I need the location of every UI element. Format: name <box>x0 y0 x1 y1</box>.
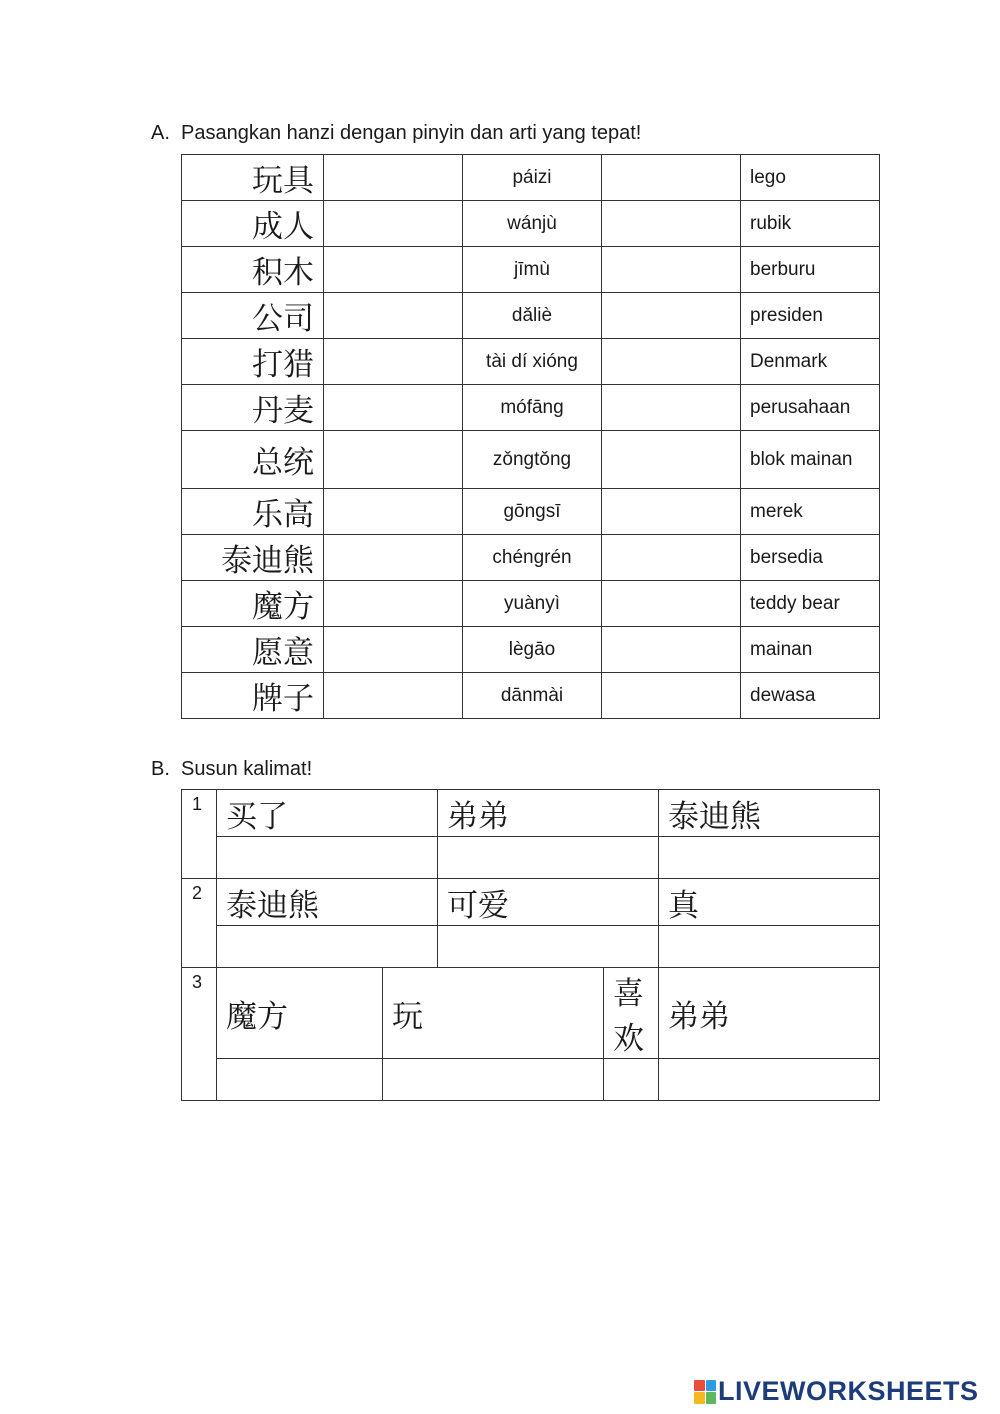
section-b-title <box>151 758 312 781</box>
pinyin-answer-blank[interactable] <box>602 293 741 339</box>
pinyin-cell: wánjù <box>463 201 602 247</box>
sentence-answer-blank[interactable] <box>383 1059 604 1101</box>
sentence-word: 买了 <box>217 790 438 837</box>
pinyin-cell: tài dí xióng <box>463 339 602 385</box>
hanzi-answer-blank[interactable] <box>324 581 463 627</box>
section-a-letter: A. <box>151 122 170 144</box>
pinyin-cell: yuànyì <box>463 581 602 627</box>
sentence-answer-blank[interactable] <box>217 1059 383 1101</box>
hanzi-answer-blank[interactable] <box>324 627 463 673</box>
pinyin-answer-blank[interactable] <box>602 247 741 293</box>
matching-row <box>182 673 880 719</box>
pinyin-cell: chéngrén <box>463 535 602 581</box>
hanzi-answer-blank[interactable] <box>324 385 463 431</box>
sentence-word-row <box>182 790 880 837</box>
pinyin-answer-blank[interactable] <box>602 155 741 201</box>
sentence-answer-blank[interactable] <box>217 837 438 879</box>
sentence-number: 3 <box>182 968 217 1101</box>
pinyin-answer-blank[interactable] <box>602 581 741 627</box>
sentence-answer-row <box>182 1059 880 1101</box>
pinyin-cell: páizi <box>463 155 602 201</box>
meaning-cell: teddy bear <box>741 581 880 627</box>
section-b-letter: B. <box>151 758 170 780</box>
brand-text: LIVEWORKSHEETS <box>718 1376 979 1406</box>
pinyin-answer-blank[interactable] <box>602 673 741 719</box>
meaning-cell: rubik <box>741 201 880 247</box>
pinyin-cell: mófāng <box>463 385 602 431</box>
hanzi-answer-blank[interactable] <box>324 535 463 581</box>
pinyin-answer-blank[interactable] <box>602 385 741 431</box>
section-a-instruction: Pasangkan hanzi dengan pinyin dan arti yang tepat! <box>181 122 642 144</box>
sentence-word: 喜欢 <box>604 968 659 1059</box>
matching-row <box>182 535 880 581</box>
meaning-cell: presiden <box>741 293 880 339</box>
section-b-instruction: Susun kalimat! <box>181 758 313 780</box>
sentence-word: 可爱 <box>438 879 659 926</box>
meaning-cell: mainan <box>741 627 880 673</box>
pinyin-answer-blank[interactable] <box>602 627 741 673</box>
hanzi-answer-blank[interactable] <box>324 247 463 293</box>
meaning-cell: Denmark <box>741 339 880 385</box>
footer-brand <box>694 1376 979 1407</box>
pinyin-cell: gōngsī <box>463 489 602 535</box>
hanzi-answer-blank[interactable] <box>324 293 463 339</box>
sentence-word: 魔方 <box>217 968 383 1059</box>
hanzi-answer-blank[interactable] <box>324 339 463 385</box>
pinyin-cell: lègāo <box>463 627 602 673</box>
sentence-answer-row <box>182 837 880 879</box>
pinyin-answer-blank[interactable] <box>602 489 741 535</box>
matching-row <box>182 339 880 385</box>
sentence-number: 1 <box>182 790 217 879</box>
sentence-table <box>181 789 880 1101</box>
sentence-answer-blank[interactable] <box>659 837 880 879</box>
sentence-word: 玩 <box>383 968 604 1059</box>
matching-row <box>182 489 880 535</box>
hanzi-cell: 玩具 <box>182 155 324 201</box>
pinyin-answer-blank[interactable] <box>602 201 741 247</box>
pinyin-cell: dānmài <box>463 673 602 719</box>
sentence-word: 弟弟 <box>659 968 880 1059</box>
hanzi-cell: 积木 <box>182 247 324 293</box>
hanzi-cell: 总统 <box>182 431 324 489</box>
hanzi-answer-blank[interactable] <box>324 673 463 719</box>
matching-row <box>182 201 880 247</box>
meaning-cell: perusahaan <box>741 385 880 431</box>
meaning-cell: blok mainan <box>741 431 880 489</box>
meaning-cell: berburu <box>741 247 880 293</box>
pinyin-answer-blank[interactable] <box>602 535 741 581</box>
hanzi-answer-blank[interactable] <box>324 489 463 535</box>
hanzi-cell: 丹麦 <box>182 385 324 431</box>
hanzi-answer-blank[interactable] <box>324 201 463 247</box>
hanzi-cell: 打猎 <box>182 339 324 385</box>
meaning-cell: merek <box>741 489 880 535</box>
hanzi-cell: 乐高 <box>182 489 324 535</box>
matching-row <box>182 155 880 201</box>
section-a-title <box>151 122 641 145</box>
hanzi-cell: 公司 <box>182 293 324 339</box>
pinyin-cell: jīmù <box>463 247 602 293</box>
sentence-answer-row <box>182 926 880 968</box>
sentence-answer-blank[interactable] <box>217 926 438 968</box>
matching-row <box>182 247 880 293</box>
liveworksheets-logo-icon <box>694 1380 716 1404</box>
sentence-answer-blank[interactable] <box>604 1059 659 1101</box>
matching-row <box>182 293 880 339</box>
matching-table <box>181 154 880 719</box>
hanzi-cell: 魔方 <box>182 581 324 627</box>
meaning-cell: bersedia <box>741 535 880 581</box>
hanzi-answer-blank[interactable] <box>324 155 463 201</box>
sentence-answer-blank[interactable] <box>659 1059 880 1101</box>
pinyin-answer-blank[interactable] <box>602 339 741 385</box>
sentence-word: 弟弟 <box>438 790 659 837</box>
sentence-word: 真 <box>659 879 880 926</box>
hanzi-cell: 牌子 <box>182 673 324 719</box>
matching-row <box>182 627 880 673</box>
pinyin-cell: zǒngtǒng <box>463 431 602 489</box>
hanzi-cell: 愿意 <box>182 627 324 673</box>
sentence-word-row <box>182 879 880 926</box>
matching-row <box>182 431 880 489</box>
sentence-answer-blank[interactable] <box>438 926 659 968</box>
sentence-answer-blank[interactable] <box>659 926 880 968</box>
meaning-cell: lego <box>741 155 880 201</box>
sentence-answer-blank[interactable] <box>438 837 659 879</box>
hanzi-cell: 成人 <box>182 201 324 247</box>
matching-row <box>182 385 880 431</box>
hanzi-cell: 泰迪熊 <box>182 535 324 581</box>
matching-row <box>182 581 880 627</box>
hanzi-answer-blank[interactable] <box>324 431 463 489</box>
sentence-word-row <box>182 968 880 1059</box>
sentence-number: 2 <box>182 879 217 968</box>
sentence-word: 泰迪熊 <box>659 790 880 837</box>
pinyin-answer-blank[interactable] <box>602 431 741 489</box>
pinyin-cell: dǎliè <box>463 293 602 339</box>
sentence-word: 泰迪熊 <box>217 879 438 926</box>
meaning-cell: dewasa <box>741 673 880 719</box>
